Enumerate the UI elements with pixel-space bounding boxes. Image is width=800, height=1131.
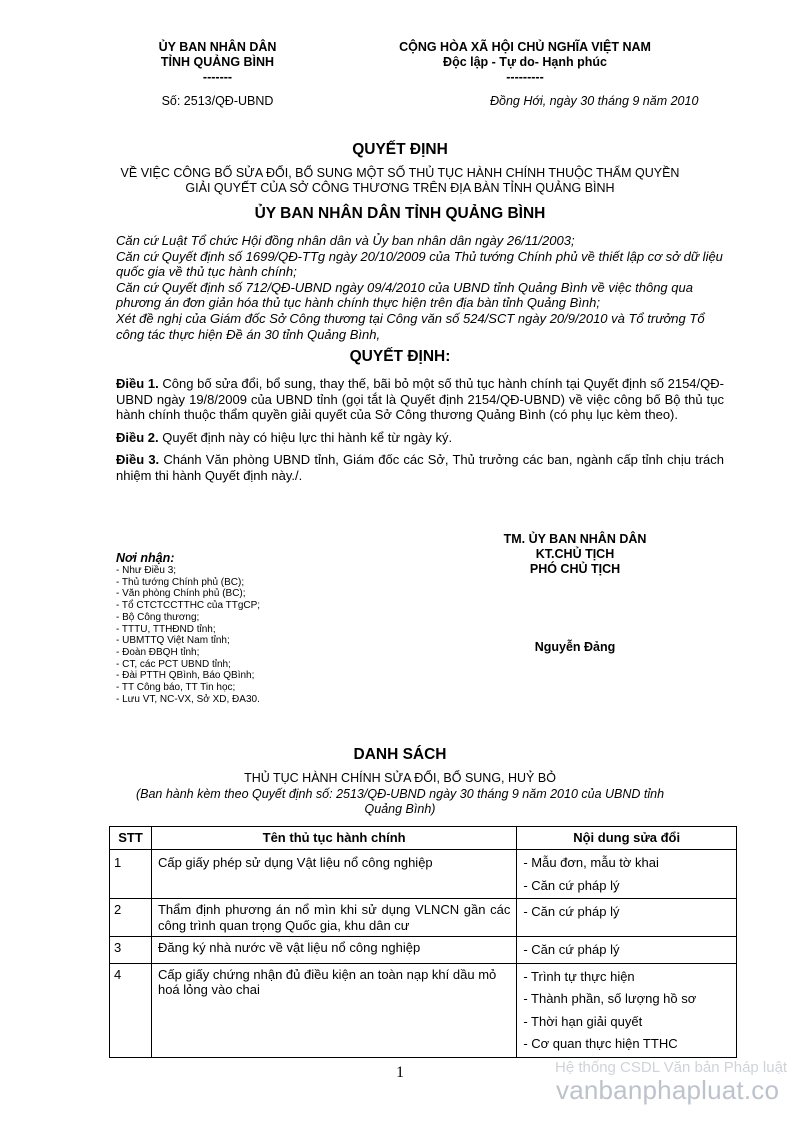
article-2 (116, 430, 724, 446)
row-stt: 4 (110, 963, 152, 1057)
row-procedure-name: Cấp giấy chứng nhận đủ điều kiện an toàn nạp khí dầu mỏ hoá lỏng vào chai (151, 963, 516, 1057)
annex-note-line2: Quảng Bình) (364, 802, 436, 816)
row-changes (517, 963, 737, 1057)
national-title: CỘNG HÒA XÃ HỘI CHỦ NGHĨA VIỆT NAM (399, 40, 651, 54)
watermark-line1: Hệ thống CSDL Văn bản Pháp luật (555, 1059, 788, 1076)
row-changes (517, 850, 737, 899)
recipient-item: - Văn phòng Chính phủ (BC); (116, 588, 246, 600)
article-1-label: Điều 1. (116, 376, 159, 391)
legal-bases (116, 233, 724, 342)
row-procedure-name: Thẩm định phương án nổ mìn khi sử dụng VLNCN gần các công trình quan trọng Quốc gia, khu dân cư (151, 899, 516, 937)
procedure-table (109, 826, 737, 1058)
article-1-text: Công bố sửa đổi, bổ sung, thay thế, bãi bỏ một số thủ tục hành chính tại Quyết định số 2154/QĐ-UBND ngày 19/8/2009 của UBND tỉnh (gọi tắt là Quyết định 2154/QĐ-UBND) về việc công bố Bộ thủ tục hành chính thuộc thẩm quyền giải quyết của Sở Công thương Quảng Bình (có phụ lục kèm theo). (116, 376, 724, 423)
signature-block (470, 532, 680, 577)
issuing-authority: ỦY BAN NHÂN DÂN TỈNH QUẢNG BÌNH (254, 205, 546, 222)
article-1 (116, 376, 724, 423)
legal-basis-4: Xét đề nghị của Giám đốc Sở Công thương tại Công văn số 524/SCT ngày 20/9/2010 và Tổ trưởng Tổ công tác thực hiện Đề án 30 tỉnh Quảng Bình, (116, 310, 705, 342)
issuer-block (125, 40, 310, 85)
legal-basis-2: Căn cứ Quyết định số 1699/QĐ-TTg ngày 20/10/2009 của Thủ tướng Chính phủ về thiết lập cơ sở dữ liệu quốc gia về thủ tục hành chính; (116, 248, 723, 280)
legal-basis-1: Căn cứ Luật Tổ chức Hội đồng nhân dân và Ủy ban nhân dân ngày 26/11/2003; (116, 233, 575, 248)
national-header (355, 40, 695, 85)
decision-title: QUYẾT ĐỊNH (352, 141, 448, 158)
change-item: - Căn cứ pháp lý (523, 942, 620, 957)
table-row (110, 899, 737, 937)
articles (116, 376, 724, 484)
table-row (110, 850, 737, 899)
change-item: - Cơ quan thực hiện TTHC (523, 1036, 678, 1051)
annex-note-line1: (Ban hành kèm theo Quyết định số: 2513/QĐ-UBND ngày 30 tháng 9 năm 2010 của UBND tỉnh (135, 787, 665, 801)
issuer-divider: ------- (202, 70, 233, 84)
change-item: - Mẫu đơn, mẫu tờ khai (523, 855, 659, 870)
recipient-item: - TTTU, TTHĐND tỉnh; (116, 623, 216, 635)
change-item: - Thành phần, số lượng hồ sơ (523, 991, 697, 1006)
recipient-item: - Bộ Công thương; (116, 611, 200, 623)
change-item: - Căn cứ pháp lý (523, 904, 620, 919)
recipient-item: - Lưu VT, NC-VX, Sở XD, ĐA30. (116, 693, 260, 705)
column-header-changes: Nội dung sửa đổi (517, 827, 737, 850)
change-item: - Căn cứ pháp lý (523, 877, 620, 893)
subject-line2: GIẢI QUYẾT CỦA SỞ CÔNG THƯƠNG TRÊN ĐỊA BÀN TỈNH QUẢNG BÌNH (185, 180, 615, 195)
row-procedure-name: Cấp giấy phép sử dụng Vật liệu nổ công nghiệp (151, 850, 516, 899)
recipient-item: - Tổ CTCTCCTTHC của TTgCP; (116, 600, 261, 612)
place-date: Đồng Hới, ngày 30 tháng 9 năm 2010 (490, 94, 699, 108)
column-header-stt: STT (110, 827, 152, 850)
decision-subject (0, 166, 800, 195)
signature-line3: PHÓ CHỦ TỊCH (529, 562, 621, 576)
signature-line1: TM. ỦY BAN NHÂN DÂN (503, 532, 647, 546)
row-stt: 1 (110, 850, 152, 899)
signer-name: Nguyễn Đảng (534, 640, 616, 654)
article-3-label: Điều 3. (116, 452, 160, 468)
row-stt: 2 (110, 899, 152, 937)
watermark-line2: vanbanphapluat.co (556, 1075, 780, 1105)
legal-basis-3: Căn cứ Quyết định số 712/QĐ-UBND ngày 09/4/2010 của UBND tỉnh Quảng Bình về việc thông qua phương án đơn giản hóa thủ tục hành chính thực hiện trên địa bàn tỉnh Quảng Bình; (116, 279, 693, 311)
article-3-text: Chánh Văn phòng UBND tỉnh, Giám đốc các Sở, Thủ trưởng các ban, ngành cấp tỉnh chịu trách nhiệm thi hành Quyết định này./. (116, 452, 724, 483)
signature-line2: KT.CHỦ TỊCH (535, 547, 615, 561)
recipient-item: - UBMTTQ Việt Nam tỉnh; (116, 635, 230, 647)
recipient-item: - Thủ tướng Chính phủ (BC); (116, 576, 245, 588)
article-2-label: Điều 2. (116, 429, 159, 445)
annex-subtitle: THỦ TỤC HÀNH CHÍNH SỬA ĐỔI, BỔ SUNG, HUỶ BỎ (244, 771, 556, 785)
page-number: 1 (396, 1064, 404, 1081)
recipient-item: - Đài PTTH QBình, Báo QBình; (116, 670, 255, 682)
subject-line1: VỀ VIỆC CÔNG BỐ SỬA ĐỔI, BỔ SUNG MỘT SỐ THỦ TỤC HÀNH CHÍNH THUỘC THẨM QUYỀN (120, 166, 680, 180)
decide-heading: QUYẾT ĐỊNH: (349, 348, 451, 365)
article-2-text: Quyết định này có hiệu lực thi hành kể từ ngày ký. (162, 429, 453, 445)
table-row (110, 963, 737, 1057)
change-item: - Thời hạn giải quyết (523, 1013, 643, 1029)
row-changes (517, 899, 737, 937)
column-header-name: Tên thủ tục hành chính (151, 827, 516, 850)
annex-note (100, 787, 700, 817)
recipient-item: - Đoàn ĐBQH tỉnh; (116, 646, 200, 658)
recipient-item: - TT Công báo, TT Tin học; (116, 682, 236, 694)
recipients-list (116, 565, 356, 705)
change-item: - Trình tự thực hiện (523, 968, 635, 984)
annex-title: DANH SÁCH (353, 746, 447, 763)
recipients (116, 551, 356, 705)
row-procedure-name: Đăng ký nhà nước về vật liệu nổ công nghiệp (151, 937, 516, 964)
recipients-heading: Nơi nhận: (116, 551, 175, 565)
recipient-item: - Như Điều 3; (116, 565, 177, 576)
document-number: Số: 2513/QĐ-UBND (161, 94, 274, 108)
issuer-org-line1: ỦY BAN NHÂN DÂN (158, 40, 277, 54)
national-motto: Độc lập - Tự do- Hạnh phúc (443, 55, 607, 69)
table-row (110, 937, 737, 964)
row-changes (517, 937, 737, 964)
table-header-row (110, 827, 737, 850)
row-stt: 3 (110, 937, 152, 964)
national-divider: --------- (506, 70, 544, 84)
recipient-item: - CT, các PCT UBND tỉnh; (116, 658, 231, 670)
issuer-org-line2: TỈNH QUẢNG BÌNH (160, 55, 275, 69)
article-3 (116, 452, 724, 483)
